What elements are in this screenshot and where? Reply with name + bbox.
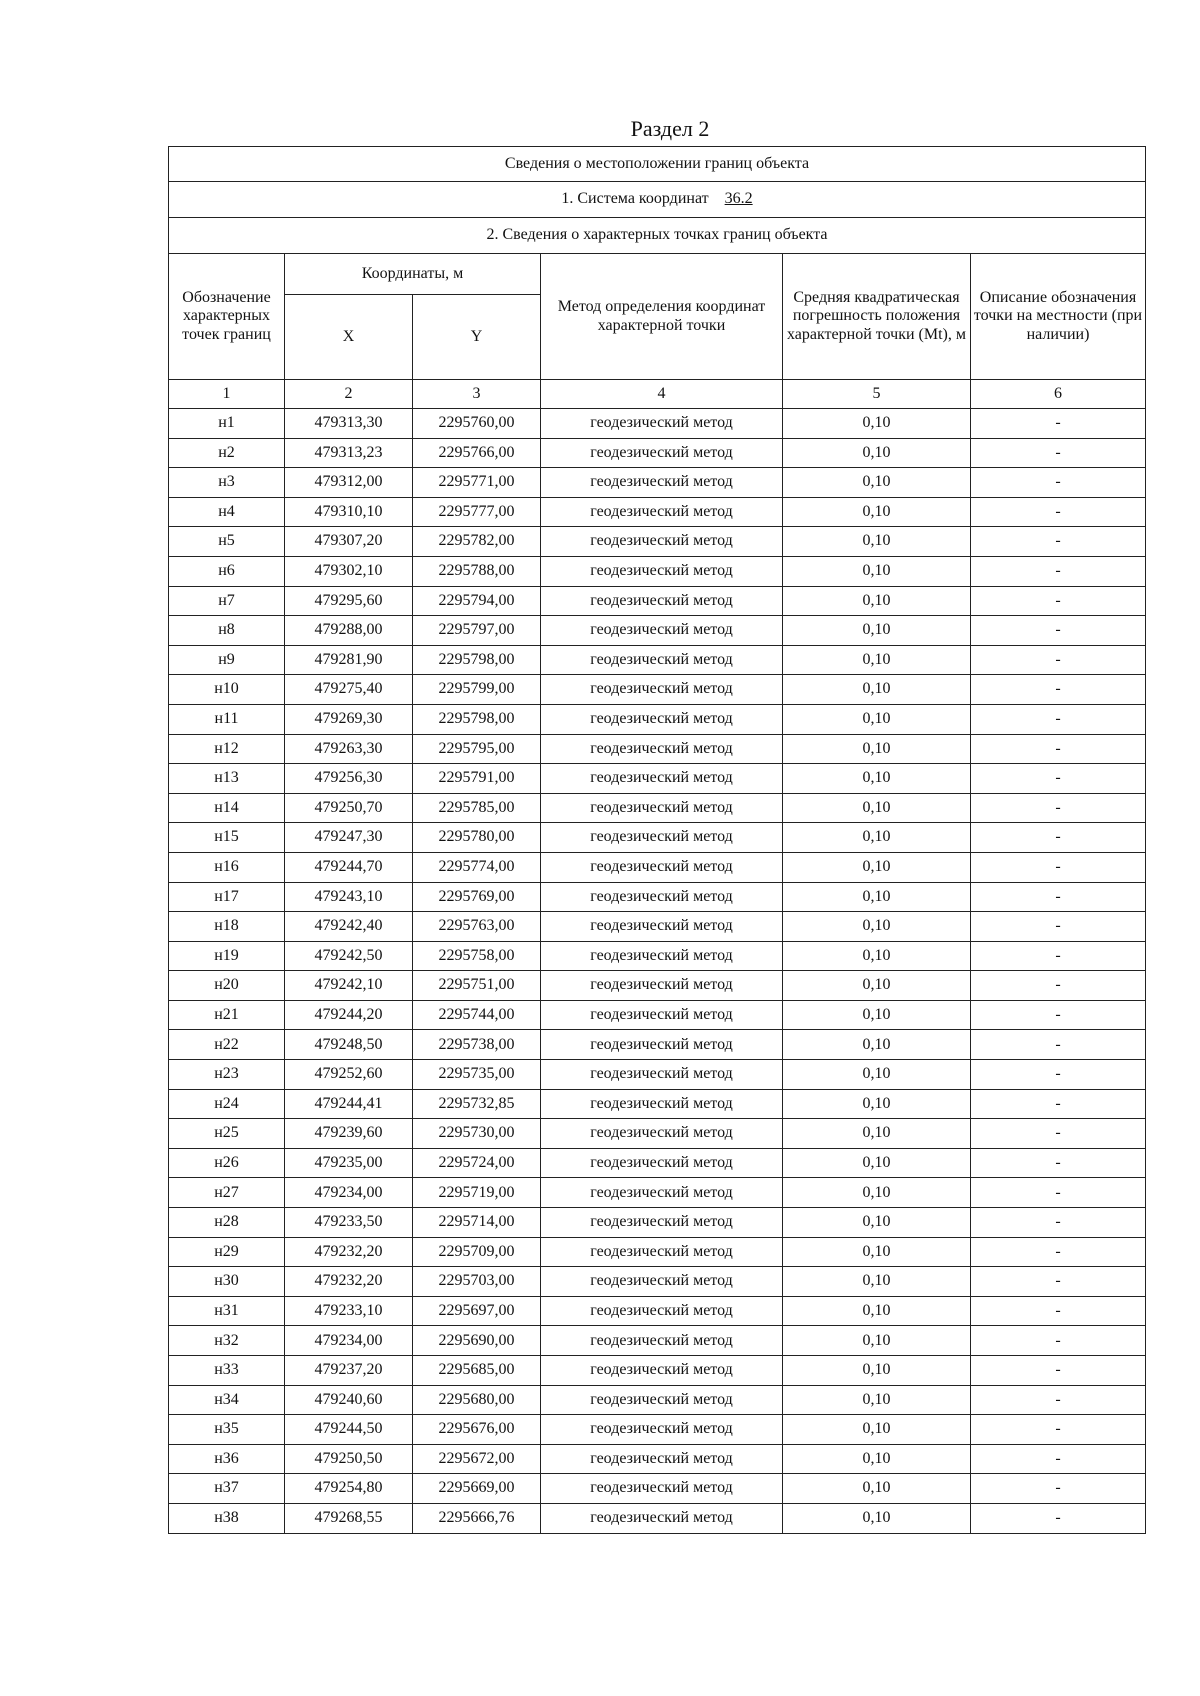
cell-coord-y: 2295666,76: [413, 1503, 541, 1533]
cell-point-id: н28: [169, 1208, 285, 1238]
cell-coord-x: 479244,70: [285, 852, 413, 882]
column-numbers-row: [169, 380, 1146, 409]
table-row: [169, 1444, 1146, 1474]
cell-point-id: н29: [169, 1237, 285, 1267]
cell-coord-x: 479232,20: [285, 1267, 413, 1297]
cell-method: геодезический метод: [541, 675, 783, 705]
table-row: [169, 1148, 1146, 1178]
cell-coord-y: 2295735,00: [413, 1060, 541, 1090]
cell-point-id: н20: [169, 971, 285, 1001]
table-row: [169, 1000, 1146, 1030]
cell-coord-y: 2295758,00: [413, 941, 541, 971]
cell-coord-x: 479268,55: [285, 1503, 413, 1533]
cell-coord-y: 2295744,00: [413, 1000, 541, 1030]
table-row: [169, 823, 1146, 853]
cell-error: 0,10: [783, 852, 971, 882]
cell-coord-x: 479250,50: [285, 1444, 413, 1474]
cell-method: геодезический метод: [541, 1148, 783, 1178]
cell-description: -: [971, 616, 1146, 646]
cell-error: 0,10: [783, 556, 971, 586]
cell-coord-x: 479232,20: [285, 1237, 413, 1267]
table-row: [169, 1326, 1146, 1356]
cell-description: -: [971, 852, 1146, 882]
cell-coord-x: 479269,30: [285, 704, 413, 734]
cell-description: -: [971, 1208, 1146, 1238]
header-x: X: [285, 295, 413, 380]
cell-point-id: н16: [169, 852, 285, 882]
cell-method: геодезический метод: [541, 1208, 783, 1238]
table-row: [169, 1267, 1146, 1297]
cell-coord-x: 479242,10: [285, 971, 413, 1001]
column-number: 4: [541, 380, 783, 409]
cell-description: -: [971, 764, 1146, 794]
cell-coord-x: 479252,60: [285, 1060, 413, 1090]
cell-point-id: н25: [169, 1119, 285, 1149]
cell-coord-y: 2295788,00: [413, 556, 541, 586]
cell-coord-x: 479247,30: [285, 823, 413, 853]
cell-description: -: [971, 438, 1146, 468]
column-number: 5: [783, 380, 971, 409]
cell-error: 0,10: [783, 1178, 971, 1208]
cell-point-id: н36: [169, 1444, 285, 1474]
table-row: [169, 1178, 1146, 1208]
cell-method: геодезический метод: [541, 1178, 783, 1208]
cell-error: 0,10: [783, 1030, 971, 1060]
table-row: [169, 1208, 1146, 1238]
cell-method: геодезический метод: [541, 1385, 783, 1415]
cell-coord-y: 2295738,00: [413, 1030, 541, 1060]
cell-description: -: [971, 1385, 1146, 1415]
table-row: [169, 852, 1146, 882]
cell-description: -: [971, 1474, 1146, 1504]
cell-error: 0,10: [783, 497, 971, 527]
cell-coord-y: 2295669,00: [413, 1474, 541, 1504]
cell-method: геодезический метод: [541, 1326, 783, 1356]
cell-coord-y: 2295780,00: [413, 823, 541, 853]
cell-point-id: н33: [169, 1356, 285, 1386]
cell-coord-x: 479312,00: [285, 468, 413, 498]
cell-error: 0,10: [783, 793, 971, 823]
cell-point-id: н5: [169, 527, 285, 557]
cell-point-id: н21: [169, 1000, 285, 1030]
cell-point-id: н14: [169, 793, 285, 823]
cell-coord-y: 2295724,00: [413, 1148, 541, 1178]
table-row: [169, 1237, 1146, 1267]
column-number: 1: [169, 380, 285, 409]
cell-description: -: [971, 645, 1146, 675]
table-row: [169, 1503, 1146, 1533]
cell-point-id: н15: [169, 823, 285, 853]
cell-method: геодезический метод: [541, 1237, 783, 1267]
cell-description: -: [971, 1415, 1146, 1445]
cell-coord-y: 2295690,00: [413, 1326, 541, 1356]
cell-coord-y: 2295709,00: [413, 1237, 541, 1267]
cell-description: -: [971, 971, 1146, 1001]
cell-method: геодезический метод: [541, 645, 783, 675]
cell-description: -: [971, 1148, 1146, 1178]
header-method: Метод определения координат характерной точки: [541, 254, 783, 380]
cell-error: 0,10: [783, 1148, 971, 1178]
cell-error: 0,10: [783, 409, 971, 439]
cell-method: геодезический метод: [541, 1030, 783, 1060]
table-row: [169, 704, 1146, 734]
cell-coord-x: 479233,50: [285, 1208, 413, 1238]
cell-method: геодезический метод: [541, 1415, 783, 1445]
table-row: [169, 438, 1146, 468]
cell-coord-x: 479295,60: [285, 586, 413, 616]
cell-coord-y: 2295798,00: [413, 645, 541, 675]
cell-coord-y: 2295799,00: [413, 675, 541, 705]
cell-coord-y: 2295774,00: [413, 852, 541, 882]
cell-description: -: [971, 1503, 1146, 1533]
cell-coord-y: 2295766,00: [413, 438, 541, 468]
cell-method: геодезический метод: [541, 586, 783, 616]
cell-error: 0,10: [783, 1326, 971, 1356]
cell-point-id: н8: [169, 616, 285, 646]
cell-coord-x: 479302,10: [285, 556, 413, 586]
cell-description: -: [971, 704, 1146, 734]
cell-error: 0,10: [783, 1000, 971, 1030]
table-row: [169, 497, 1146, 527]
cell-point-id: н2: [169, 438, 285, 468]
column-number: 2: [285, 380, 413, 409]
cell-error: 0,10: [783, 971, 971, 1001]
cell-point-id: н22: [169, 1030, 285, 1060]
cell-point-id: н32: [169, 1326, 285, 1356]
cell-error: 0,10: [783, 1444, 971, 1474]
cell-description: -: [971, 941, 1146, 971]
cell-coord-y: 2295794,00: [413, 586, 541, 616]
cell-coord-y: 2295760,00: [413, 409, 541, 439]
section-heading: 2. Сведения о характерных точках границ объекта: [169, 218, 1146, 254]
cell-coord-y: 2295719,00: [413, 1178, 541, 1208]
cell-method: геодезический метод: [541, 823, 783, 853]
table-row: [169, 1089, 1146, 1119]
header-coords: Координаты, м: [285, 254, 541, 295]
cell-error: 0,10: [783, 1296, 971, 1326]
cell-description: -: [971, 734, 1146, 764]
cell-point-id: н7: [169, 586, 285, 616]
table-row: [169, 882, 1146, 912]
header-y: Y: [413, 295, 541, 380]
cell-error: 0,10: [783, 1119, 971, 1149]
cell-coord-y: 2295763,00: [413, 912, 541, 942]
cell-method: геодезический метод: [541, 438, 783, 468]
cell-method: геодезический метод: [541, 616, 783, 646]
cell-description: -: [971, 1267, 1146, 1297]
cell-error: 0,10: [783, 882, 971, 912]
cell-coord-x: 479240,60: [285, 1385, 413, 1415]
page-title: Раздел 2: [630, 116, 710, 141]
cell-method: геодезический метод: [541, 497, 783, 527]
cell-coord-x: 479235,00: [285, 1148, 413, 1178]
cell-point-id: н17: [169, 882, 285, 912]
cell-method: геодезический метод: [541, 941, 783, 971]
cell-method: геодезический метод: [541, 734, 783, 764]
table-row: [169, 1385, 1146, 1415]
cell-description: -: [971, 1030, 1146, 1060]
table-row: [169, 971, 1146, 1001]
cell-error: 0,10: [783, 1089, 971, 1119]
cell-error: 0,10: [783, 586, 971, 616]
cell-method: геодезический метод: [541, 764, 783, 794]
cell-coord-y: 2295685,00: [413, 1356, 541, 1386]
cell-method: геодезический метод: [541, 704, 783, 734]
cell-coord-x: 479281,90: [285, 645, 413, 675]
table-row: [169, 1030, 1146, 1060]
table-row: [169, 1474, 1146, 1504]
table-row: [169, 1356, 1146, 1386]
table-row: [169, 616, 1146, 646]
table-row: [169, 556, 1146, 586]
coordinate-system-value: 36.2: [724, 190, 753, 208]
cell-error: 0,10: [783, 645, 971, 675]
cell-coord-x: 479275,40: [285, 675, 413, 705]
cell-coord-y: 2295791,00: [413, 764, 541, 794]
cell-error: 0,10: [783, 616, 971, 646]
cell-error: 0,10: [783, 704, 971, 734]
cell-coord-x: 479244,41: [285, 1089, 413, 1119]
cell-description: -: [971, 793, 1146, 823]
cell-point-id: н1: [169, 409, 285, 439]
cell-description: -: [971, 1296, 1146, 1326]
cell-point-id: н19: [169, 941, 285, 971]
cell-coord-x: 479307,20: [285, 527, 413, 557]
table-row: [169, 793, 1146, 823]
cell-point-id: н24: [169, 1089, 285, 1119]
cell-method: геодезический метод: [541, 1267, 783, 1297]
cell-error: 0,10: [783, 764, 971, 794]
cell-error: 0,10: [783, 912, 971, 942]
cell-error: 0,10: [783, 1474, 971, 1504]
cell-error: 0,10: [783, 1208, 971, 1238]
cell-method: геодезический метод: [541, 1503, 783, 1533]
cell-coord-y: 2295703,00: [413, 1267, 541, 1297]
cell-method: геодезический метод: [541, 409, 783, 439]
boundary-points-table: [168, 146, 1146, 1534]
table-row: [169, 468, 1146, 498]
cell-method: геодезический метод: [541, 556, 783, 586]
cell-coord-y: 2295797,00: [413, 616, 541, 646]
cell-error: 0,10: [783, 1060, 971, 1090]
cell-coord-x: 479248,50: [285, 1030, 413, 1060]
cell-coord-y: 2295697,00: [413, 1296, 541, 1326]
table-row: [169, 734, 1146, 764]
table-caption: Сведения о местоположении границ объекта: [169, 147, 1146, 182]
table-row: [169, 912, 1146, 942]
cell-error: 0,10: [783, 734, 971, 764]
cell-description: -: [971, 409, 1146, 439]
table-row: [169, 409, 1146, 439]
cell-point-id: н6: [169, 556, 285, 586]
cell-description: -: [971, 1060, 1146, 1090]
cell-description: -: [971, 1089, 1146, 1119]
cell-description: -: [971, 675, 1146, 705]
cell-description: -: [971, 527, 1146, 557]
cell-error: 0,10: [783, 823, 971, 853]
cell-method: геодезический метод: [541, 1296, 783, 1326]
cell-point-id: н4: [169, 497, 285, 527]
cell-point-id: н30: [169, 1267, 285, 1297]
cell-method: геодезический метод: [541, 793, 783, 823]
cell-coord-y: 2295782,00: [413, 527, 541, 557]
cell-coord-x: 479310,10: [285, 497, 413, 527]
table-row: [169, 1415, 1146, 1445]
cell-description: -: [971, 1444, 1146, 1474]
cell-coord-x: 479242,50: [285, 941, 413, 971]
cell-coord-x: 479234,00: [285, 1326, 413, 1356]
cell-coord-y: 2295751,00: [413, 971, 541, 1001]
cell-point-id: н35: [169, 1415, 285, 1445]
cell-coord-y: 2295798,00: [413, 704, 541, 734]
cell-point-id: н38: [169, 1503, 285, 1533]
cell-point-id: н12: [169, 734, 285, 764]
cell-error: 0,10: [783, 438, 971, 468]
cell-error: 0,10: [783, 1356, 971, 1386]
cell-coord-x: 479239,60: [285, 1119, 413, 1149]
cell-coord-y: 2295785,00: [413, 793, 541, 823]
cell-error: 0,10: [783, 468, 971, 498]
table-row: [169, 764, 1146, 794]
cell-coord-x: 479237,20: [285, 1356, 413, 1386]
table-row: [169, 941, 1146, 971]
cell-coord-x: 479244,20: [285, 1000, 413, 1030]
cell-coord-y: 2295714,00: [413, 1208, 541, 1238]
cell-method: геодезический метод: [541, 1089, 783, 1119]
cell-error: 0,10: [783, 527, 971, 557]
cell-point-id: н26: [169, 1148, 285, 1178]
cell-point-id: н34: [169, 1385, 285, 1415]
cell-coord-x: 479250,70: [285, 793, 413, 823]
cell-error: 0,10: [783, 1267, 971, 1297]
table-row: [169, 1119, 1146, 1149]
cell-method: геодезический метод: [541, 468, 783, 498]
cell-error: 0,10: [783, 1237, 971, 1267]
cell-coord-y: 2295676,00: [413, 1415, 541, 1445]
cell-coord-y: 2295769,00: [413, 882, 541, 912]
column-number: 6: [971, 380, 1146, 409]
cell-coord-x: 479256,30: [285, 764, 413, 794]
cell-method: геодезический метод: [541, 852, 783, 882]
cell-coord-x: 479254,80: [285, 1474, 413, 1504]
cell-coord-x: 479313,23: [285, 438, 413, 468]
cell-description: -: [971, 1356, 1146, 1386]
cell-method: геодезический метод: [541, 1119, 783, 1149]
cell-description: -: [971, 1237, 1146, 1267]
cell-error: 0,10: [783, 675, 971, 705]
cell-point-id: н23: [169, 1060, 285, 1090]
header-description: Описание обозначения точки на местности (при наличии): [971, 254, 1146, 380]
column-number: 3: [413, 380, 541, 409]
coordinate-system-label: 1. Система координат: [561, 190, 709, 208]
cell-method: геодезический метод: [541, 1060, 783, 1090]
header-error: Средняя квадратическая погрешность положения характерной точки (Mt), м: [783, 254, 971, 380]
cell-method: геодезический метод: [541, 527, 783, 557]
cell-description: -: [971, 1000, 1146, 1030]
cell-point-id: н13: [169, 764, 285, 794]
cell-coord-x: 479288,00: [285, 616, 413, 646]
cell-coord-x: 479234,00: [285, 1178, 413, 1208]
cell-coord-y: 2295680,00: [413, 1385, 541, 1415]
cell-description: -: [971, 1178, 1146, 1208]
cell-description: -: [971, 1326, 1146, 1356]
cell-point-id: н10: [169, 675, 285, 705]
cell-description: -: [971, 882, 1146, 912]
cell-description: -: [971, 823, 1146, 853]
cell-coord-x: 479242,40: [285, 912, 413, 942]
cell-error: 0,10: [783, 1415, 971, 1445]
cell-method: геодезический метод: [541, 912, 783, 942]
cell-coord-y: 2295672,00: [413, 1444, 541, 1474]
cell-method: геодезический метод: [541, 1356, 783, 1386]
cell-point-id: н9: [169, 645, 285, 675]
cell-description: -: [971, 586, 1146, 616]
cell-coord-y: 2295777,00: [413, 497, 541, 527]
cell-method: геодезический метод: [541, 1474, 783, 1504]
cell-error: 0,10: [783, 941, 971, 971]
cell-coord-y: 2295795,00: [413, 734, 541, 764]
cell-coord-x: 479244,50: [285, 1415, 413, 1445]
cell-point-id: н18: [169, 912, 285, 942]
cell-coord-x: 479233,10: [285, 1296, 413, 1326]
cell-description: -: [971, 497, 1146, 527]
cell-coord-x: 479263,30: [285, 734, 413, 764]
cell-coord-y: 2295771,00: [413, 468, 541, 498]
table-row: [169, 586, 1146, 616]
coordinate-system-row: [169, 182, 1146, 218]
cell-coord-x: 479313,30: [285, 409, 413, 439]
cell-description: -: [971, 468, 1146, 498]
cell-error: 0,10: [783, 1385, 971, 1415]
table-row: [169, 1060, 1146, 1090]
cell-method: геодезический метод: [541, 1000, 783, 1030]
cell-coord-y: 2295732,85: [413, 1089, 541, 1119]
cell-coord-x: 479243,10: [285, 882, 413, 912]
table-row: [169, 675, 1146, 705]
cell-error: 0,10: [783, 1503, 971, 1533]
cell-description: -: [971, 1119, 1146, 1149]
cell-method: геодезический метод: [541, 1444, 783, 1474]
cell-point-id: н37: [169, 1474, 285, 1504]
cell-coord-y: 2295730,00: [413, 1119, 541, 1149]
cell-method: геодезический метод: [541, 882, 783, 912]
cell-point-id: н31: [169, 1296, 285, 1326]
table-row: [169, 1296, 1146, 1326]
cell-point-id: н3: [169, 468, 285, 498]
cell-description: -: [971, 556, 1146, 586]
table-row: [169, 527, 1146, 557]
cell-point-id: н11: [169, 704, 285, 734]
cell-description: -: [971, 912, 1146, 942]
cell-method: геодезический метод: [541, 971, 783, 1001]
cell-point-id: н27: [169, 1178, 285, 1208]
header-point: Обозначение характерных точек границ: [169, 254, 285, 380]
table-row: [169, 645, 1146, 675]
